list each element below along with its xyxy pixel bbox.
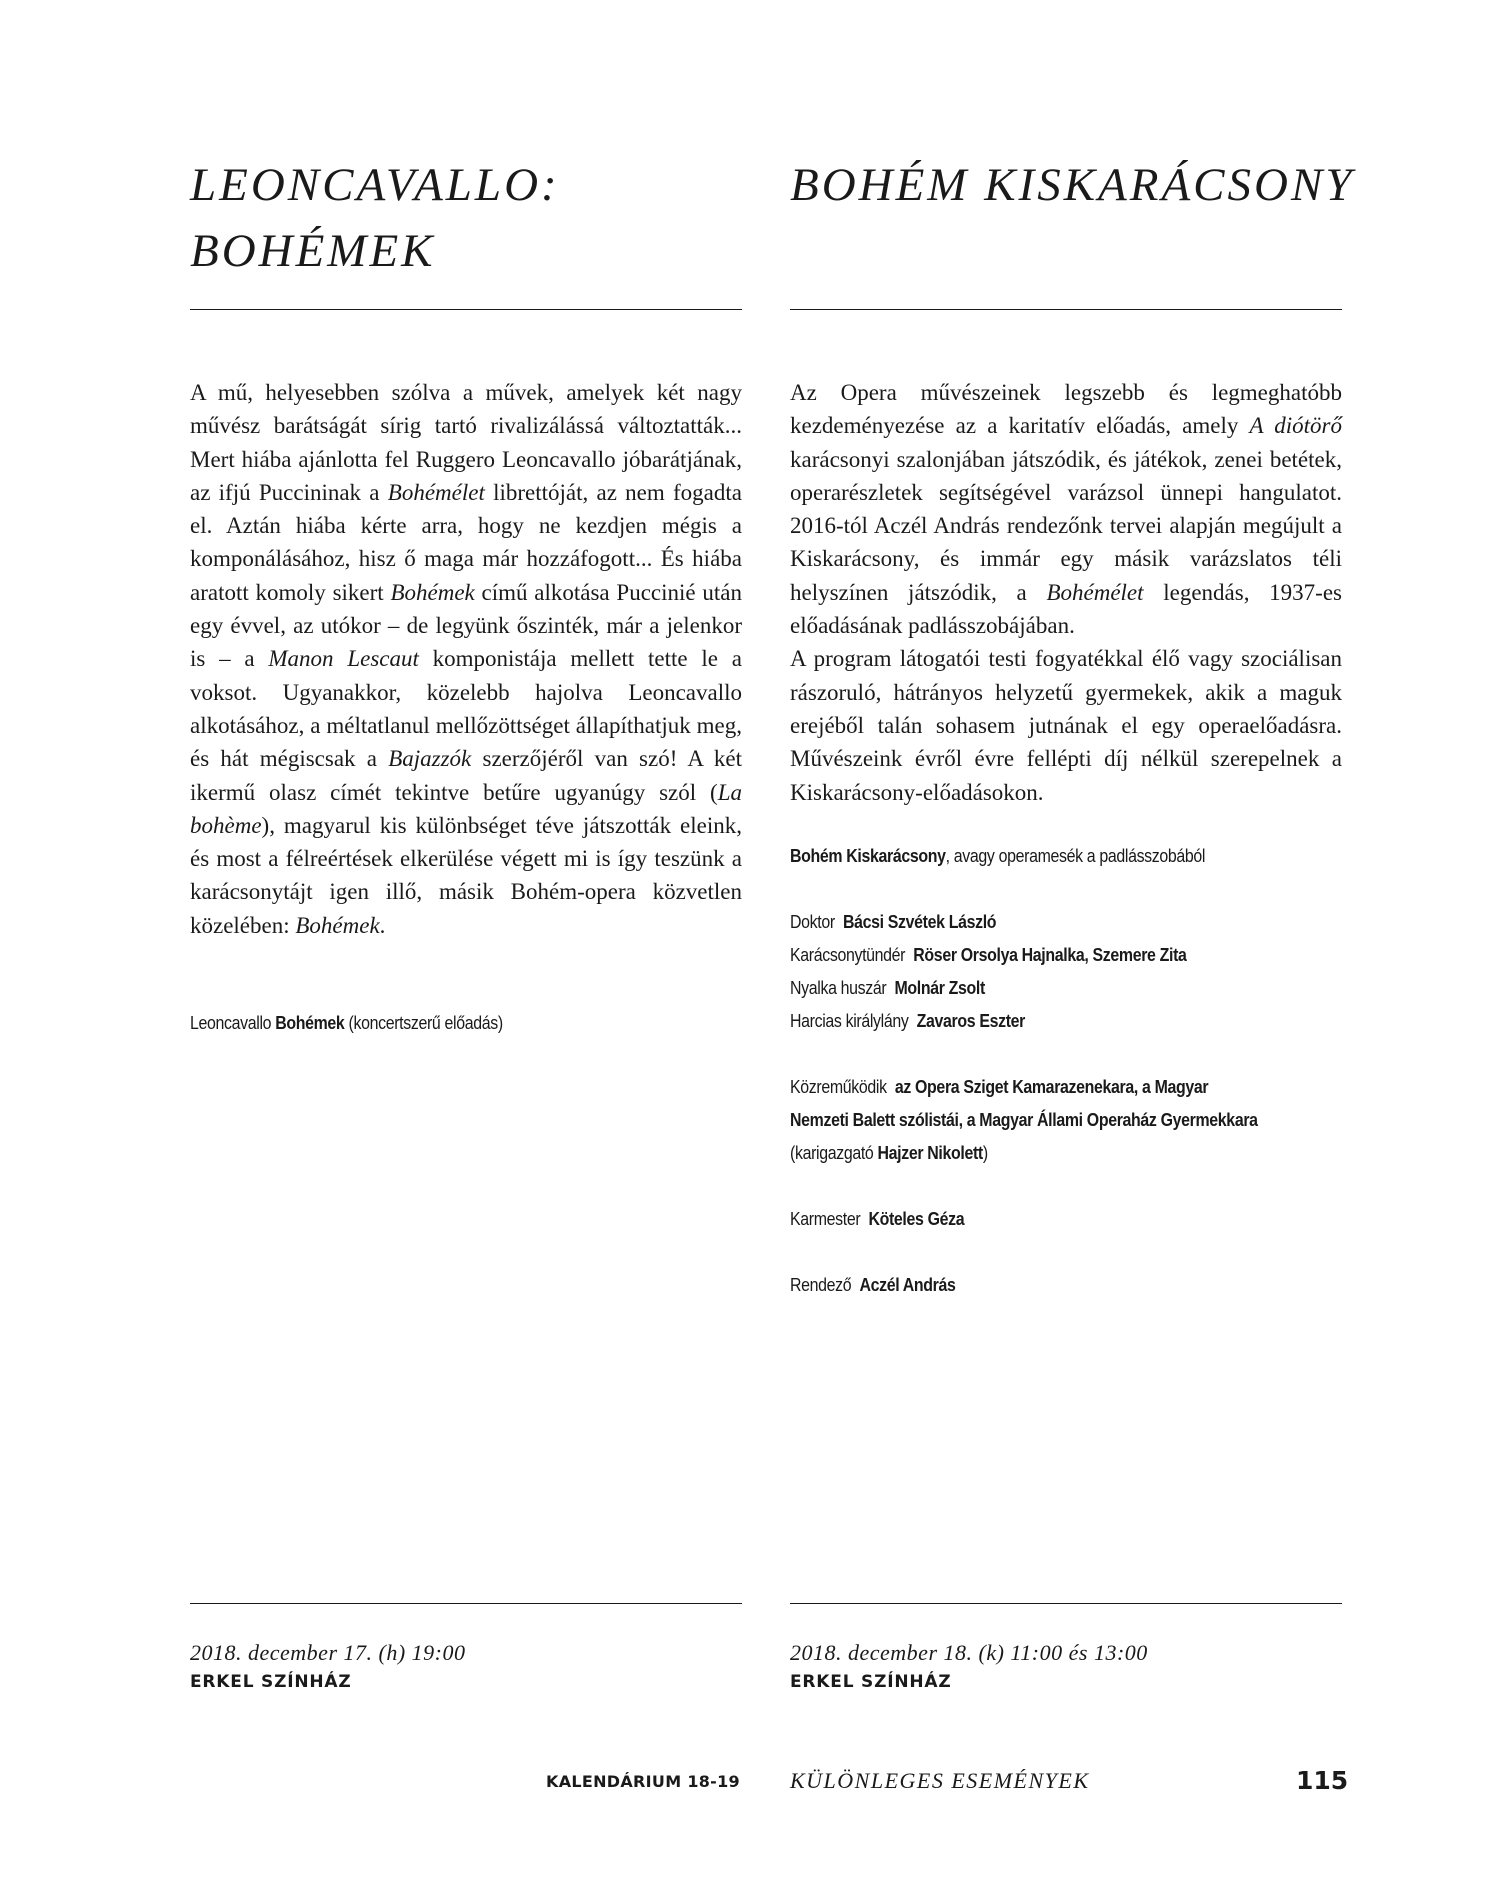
right-date: 2018. december 18. (k) 11:00 és 13:00 [790,1640,1148,1665]
cast-list [790,905,1340,1037]
production-credit [790,839,1340,872]
left-credit [190,1006,740,1039]
footer-calendar-label: KALENDÁRIUM 18-19 [546,1772,740,1791]
right-credits [790,839,1342,1301]
conductor-label: Karmester [790,1208,861,1229]
italic-title-run: A diótörő [1249,413,1342,439]
left-top-rule [190,309,742,310]
text-run: című alkotása Puccinié után egy évvel, az utókor – de legyünk őszinték, már a jelenkor is – a [190,579,742,672]
text-run: Az Opera művészeinek legszebb és legmeghatóbb kezdeményezése az a karitatív előadás, amely [790,380,1342,439]
collab-label: Közreműködik [790,1076,887,1097]
cast-role: Nyalka huszár [790,977,887,998]
conductor-line [790,1202,1340,1235]
italic-title-run: Bajazzók [388,746,472,772]
chorus-master-name: Hajzer Nikolett [877,1142,983,1163]
director-name: Aczél András [859,1274,956,1295]
right-paragraph-2: A program látogatói testi fogyatékkal élő vagy szociálisan rászoruló, hátrányos helyzetű gyermekek, akik a maguk erejéből talán sohasem jutnának el egy operaelőadásra. Művészeink évről évre fellépti díj nélkül szerepelnek a Kiskarácsony-előadásokon. [790,646,1342,805]
left-title [190,152,742,284]
italic-title-run: Bohémek [295,912,380,938]
cast-name: Zavaros Eszter [916,1010,1026,1031]
italic-title-run: Manon Lescaut [268,646,419,672]
right-venue: ERKEL SZÍNHÁZ [790,1672,952,1692]
footer-section-label: KÜLÖNLEGES ESEMÉNYEK [790,1768,1090,1793]
cast-name: Bácsi Szvétek László [842,911,997,932]
cast-row [790,938,1340,971]
conductor-credit [790,1202,1340,1235]
italic-title-run: Bohémélet [1046,579,1144,605]
right-body [790,376,1342,809]
left-date: 2018. december 17. (h) 19:00 [190,1640,466,1665]
collab-names-2: Nemzeti Balett szólistái, a Magyar Állami Operaház Gyermekkara [790,1109,1258,1130]
italic-title-run: Bohémélet [387,479,485,505]
right-title: BOHÉM KISKARÁCSONY [790,159,1355,211]
cast-role: Karácsonytündér [790,944,906,965]
left-title-line2: BOHÉMEK [190,225,436,277]
text-run: . [379,912,386,938]
cast-row [790,1004,1340,1037]
left-bottom-rule [190,1603,742,1604]
text-run: ), magyarul kis különbséget téve játszották eleink, és most a félreértések elkerülése végett mi is így teszünk a karácsonytájt igen illő, másik Bohém-opera közvetlen közelében: [190,812,742,938]
chorus-master-label: (karigazgató [790,1142,878,1163]
director-line [790,1268,1340,1301]
text-run: karácsonyi szalonjában játszódik, és játékok, zenei betétek, operarészletek segítségével varázsol ünnepi hangulatot. 2016-tól Aczél András rendezőnk tervei alapján megújult a Kiskarácsony, és immár egy másik varázslatos téli helyszínen játszódik, a [790,446,1342,605]
collab-line-2 [790,1103,1340,1136]
italic-title-run: La bohème [190,779,742,838]
cast-name: Molnár Zsolt [894,977,985,998]
cast-row [790,971,1340,1004]
left-credit-suffix: (koncertszerű előadás) [344,1012,503,1033]
right-top-rule [790,309,1342,310]
cast-name: Röser Orsolya Hajnalka, Szemere Zita [913,944,1187,965]
left-title-line1: LEONCAVALLO: [190,159,560,211]
left-venue: ERKEL SZÍNHÁZ [190,1672,352,1692]
conductor-name: Köteles Géza [868,1208,965,1229]
left-paragraph [190,376,742,942]
production-subtitle: , avagy operamesék a padlásszobából [945,845,1206,866]
text-run: A mű, helyesebben szólva a művek, amelyek két nagy művész barátságát sírig tartó rivalizálássá változtatták... Mert hiába ajánlotta fel Ruggero Leoncavallo jóbarátjának, az ifjú Puccininak a [190,380,742,505]
cast-role: Doktor [790,911,835,932]
left-body [190,376,742,942]
production-title: Bohém Kiskarácsony [790,845,946,866]
right-paragraph-1 [790,376,1342,642]
director-credit [790,1268,1340,1301]
left-credit-title: Bohémek [275,1012,345,1033]
collaborators [790,1070,1340,1169]
left-credit-block [190,1006,742,1039]
chorus-master-close: ) [982,1142,988,1163]
cast-role: Harcias királylány [790,1010,909,1031]
cast-row [790,905,1340,938]
text-run: komponistája mellett tette le a voksot. Ugyanakkor, közelebb hajolva Leoncavallo alkotásához, a méltatlanul mellőzöttséget állapíthatjuk meg, és hát mégiscsak a [190,646,742,772]
collab-line-3 [790,1136,1340,1169]
collab-line-1 [790,1070,1340,1103]
text-run: legendás, 1937-es előadásának padlásszobájában. [790,579,1342,639]
left-credit-prefix: Leoncavallo [190,1012,276,1033]
director-label: Rendező [790,1274,852,1295]
italic-title-run: Bohémek [390,579,475,605]
text-run: librettóját, az nem fogadta el. Aztán hiába kérte arra, hogy ne kezdjen mégis a komponálásához, hisz ő maga már hozzáfogott... És hiába aratott komoly sikert [190,479,742,605]
text-run: szerzőjéről van szó! A két ikermű olasz címét tekintve betűre ugyanúgy szól ( [190,746,742,805]
right-bottom-rule [790,1603,1342,1604]
collab-names-1: az Opera Sziget Kamarazenekara, a Magyar [894,1076,1209,1097]
page-number: 115 [1296,1766,1349,1795]
